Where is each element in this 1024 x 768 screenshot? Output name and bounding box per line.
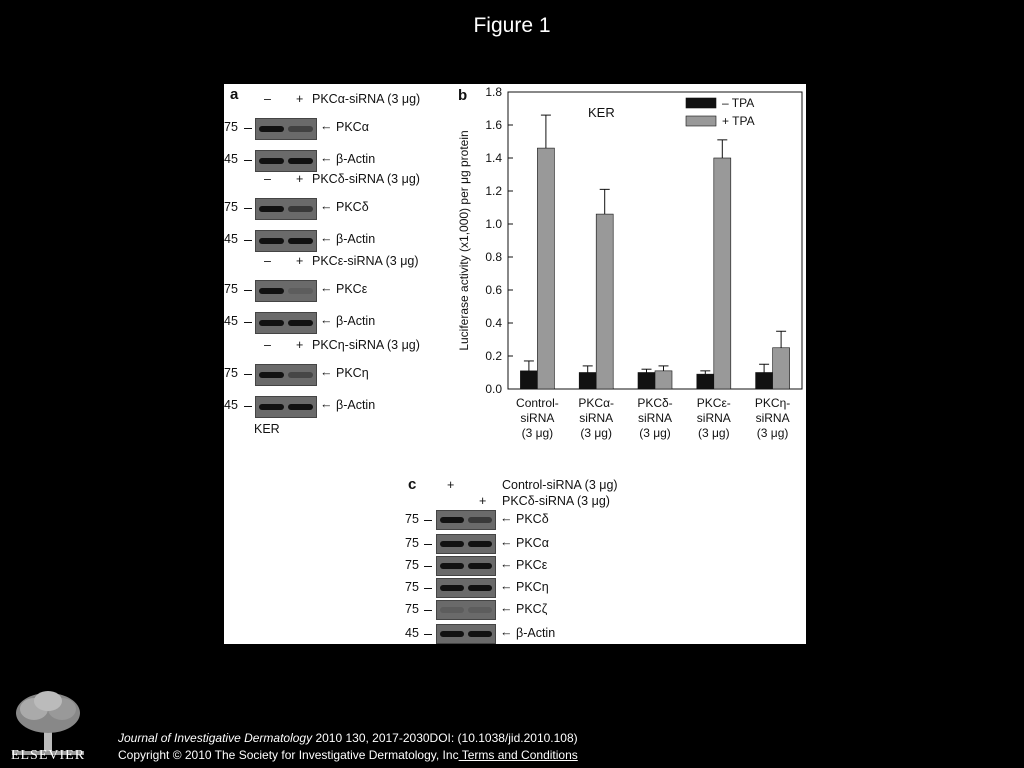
blot-band xyxy=(288,206,313,212)
x-category-label: Control- xyxy=(516,396,559,410)
protein-label: PKCδ xyxy=(336,200,369,214)
y-tick-label: 0.2 xyxy=(485,349,502,363)
marker-tick xyxy=(244,208,252,209)
marker-tick xyxy=(244,160,252,161)
x-category-label: PKCη- xyxy=(754,396,791,410)
protein-label: PKCε xyxy=(336,282,368,296)
arrow-icon: ← xyxy=(320,231,333,245)
minus-sign: – xyxy=(264,338,271,352)
blot-band xyxy=(468,585,492,591)
bar xyxy=(714,158,731,389)
treatment-pkcd: PKCδ-siRNA (3 μg) xyxy=(502,494,610,508)
blot-band xyxy=(440,563,464,569)
blot-band xyxy=(468,517,492,523)
protein-label: PKCζ xyxy=(516,602,548,616)
target-blot xyxy=(255,280,317,302)
legend-swatch xyxy=(686,98,716,108)
marker-tick xyxy=(424,544,432,545)
blot-band xyxy=(440,631,464,637)
blot-band xyxy=(259,126,284,132)
western-blot xyxy=(436,578,496,598)
marker-45-label: 45 xyxy=(224,398,238,412)
sirna-treatment-label: PKCε-siRNA (3 μg) xyxy=(312,254,419,268)
protein-label: PKCδ xyxy=(516,512,549,526)
blot-band xyxy=(288,158,313,164)
copyright-text: Copyright © 2010 The Society for Investigative Dermatology, Inc xyxy=(118,748,459,762)
x-category-label: siRNA xyxy=(637,411,673,425)
loading-control-label: β-Actin xyxy=(336,152,376,166)
x-category-label: (3 μg) xyxy=(756,426,789,440)
blot-band xyxy=(259,158,284,164)
bar xyxy=(579,373,596,390)
blot-band xyxy=(259,238,284,244)
blot-band xyxy=(468,563,492,569)
y-axis-label: Luciferase activity (x1,000) per μg protein xyxy=(457,130,471,351)
marker-tick xyxy=(244,240,252,241)
citation-details: 2010 130, 2017-2030DOI: (10.1038/jid.2010.108) xyxy=(312,731,578,745)
western-blot xyxy=(436,534,496,554)
cell-line-label: KER xyxy=(254,422,280,436)
bar xyxy=(596,214,613,389)
target-blot xyxy=(255,118,317,140)
journal-name: Journal of Investigative Dermatology xyxy=(118,731,313,745)
y-tick-label: 0.0 xyxy=(485,382,502,396)
panel-c-letter: c xyxy=(408,476,417,493)
marker-label: 45 xyxy=(405,626,419,640)
blot-band xyxy=(288,238,313,244)
minus-sign: – xyxy=(264,254,271,268)
x-category-label: (3 μg) xyxy=(580,426,612,440)
plus-sign: + xyxy=(296,172,304,186)
plus-sign: + xyxy=(296,338,304,352)
y-tick-label: 1.2 xyxy=(485,184,502,198)
plus-sign: + xyxy=(296,254,304,268)
y-tick-label: 1.4 xyxy=(485,151,502,165)
bar xyxy=(756,373,773,390)
marker-tick xyxy=(424,520,432,521)
sirna-treatment-label: PKCδ-siRNA (3 μg) xyxy=(312,172,420,186)
x-category-label: siRNA xyxy=(520,411,555,425)
marker-tick xyxy=(424,610,432,611)
protein-label: PKCε xyxy=(516,558,548,572)
chart-annotation: KER xyxy=(588,105,615,120)
marker-tick xyxy=(424,634,432,635)
citation-footer xyxy=(118,730,578,764)
x-category-label: PKCα- xyxy=(578,396,615,410)
treatment-control: Control-siRNA (3 μg) xyxy=(502,478,618,492)
arrow-icon: ← xyxy=(320,313,333,327)
blot-band xyxy=(468,607,492,613)
y-tick-label: 1.8 xyxy=(485,85,502,99)
marker-tick xyxy=(244,374,252,375)
protein-label: PKCη xyxy=(336,366,369,380)
arrow-icon: ← xyxy=(500,511,513,525)
western-blot xyxy=(436,624,496,644)
bar xyxy=(520,371,537,389)
marker-label: 75 xyxy=(405,602,419,616)
marker-label: 75 xyxy=(405,580,419,594)
western-blot xyxy=(436,556,496,576)
marker-tick xyxy=(244,406,252,407)
marker-tick xyxy=(244,322,252,323)
western-blot xyxy=(436,510,496,530)
bar xyxy=(537,148,554,389)
x-category-label: siRNA xyxy=(755,411,790,425)
terms-link[interactable]: Terms and Conditions xyxy=(458,748,578,762)
x-category-label: (3 μg) xyxy=(521,426,554,440)
panel-a-letter: a xyxy=(230,86,239,103)
marker-tick xyxy=(244,128,252,129)
western-blot xyxy=(436,600,496,620)
loading-control-label: β-Actin xyxy=(336,232,376,246)
y-tick-label: 0.4 xyxy=(485,316,502,330)
blot-band xyxy=(259,404,284,410)
blot-band xyxy=(440,585,464,591)
bar xyxy=(773,348,790,389)
y-tick-label: 1.0 xyxy=(485,217,502,231)
lane1-sign: + xyxy=(447,478,455,492)
marker-label: 75 xyxy=(405,558,419,572)
plus-sign: + xyxy=(296,92,304,106)
blot-band xyxy=(440,517,464,523)
arrow-icon: ← xyxy=(320,397,333,411)
panel-b-letter: b xyxy=(458,87,468,104)
slide-title: Figure 1 xyxy=(473,14,551,37)
arrow-icon: ← xyxy=(500,625,513,639)
arrow-icon: ← xyxy=(320,119,333,133)
loading-control-label: β-Actin xyxy=(336,314,376,328)
marker-label: 75 xyxy=(405,512,419,526)
blot-band xyxy=(288,288,313,294)
marker-75-label: 75 xyxy=(224,120,238,134)
blot-band xyxy=(259,288,284,294)
arrow-icon: ← xyxy=(500,557,513,571)
marker-75-label: 75 xyxy=(224,282,238,296)
protein-label: PKCη xyxy=(516,580,549,594)
arrow-icon: ← xyxy=(320,151,333,165)
actin-blot xyxy=(255,312,317,334)
x-category-label: siRNA xyxy=(579,411,614,425)
lane2-sign: + xyxy=(479,494,487,508)
bar xyxy=(697,374,714,389)
blot-band xyxy=(440,541,464,547)
marker-75-label: 75 xyxy=(224,200,238,214)
sirna-treatment-label: PKCα-siRNA (3 μg) xyxy=(312,92,421,106)
arrow-icon: ← xyxy=(500,535,513,549)
target-blot xyxy=(255,198,317,220)
loading-control-label: β-Actin xyxy=(336,398,376,412)
blot-band xyxy=(468,541,492,547)
marker-tick xyxy=(424,566,432,567)
blot-band xyxy=(440,607,464,613)
blot-band xyxy=(259,320,284,326)
x-category-label: siRNA xyxy=(696,411,731,425)
protein-label: PKCα xyxy=(336,120,369,134)
blot-band xyxy=(288,126,313,132)
blot-band xyxy=(288,404,313,410)
bar-chart xyxy=(452,84,806,456)
minus-sign: – xyxy=(264,92,271,106)
marker-45-label: 45 xyxy=(224,232,238,246)
arrow-icon: ← xyxy=(500,579,513,593)
marker-75-label: 75 xyxy=(224,366,238,380)
arrow-icon: ← xyxy=(320,365,333,379)
blot-band xyxy=(259,206,284,212)
marker-tick xyxy=(424,588,432,589)
actin-blot xyxy=(255,396,317,418)
arrow-icon: ← xyxy=(320,199,333,213)
bar xyxy=(655,371,672,389)
minus-sign: – xyxy=(264,172,271,186)
actin-blot xyxy=(255,230,317,252)
x-category-label: (3 μg) xyxy=(639,426,671,440)
target-blot xyxy=(255,364,317,386)
sirna-treatment-label: PKCη-siRNA (3 μg) xyxy=(312,338,420,352)
y-tick-label: 1.6 xyxy=(485,118,502,132)
protein-label: PKCα xyxy=(516,536,549,550)
x-category-label: (3 μg) xyxy=(698,426,730,440)
marker-45-label: 45 xyxy=(224,314,238,328)
bar xyxy=(638,373,655,390)
legend-label: – TPA xyxy=(722,96,755,110)
legend-label: + TPA xyxy=(722,114,755,128)
marker-tick xyxy=(244,290,252,291)
y-tick-label: 0.6 xyxy=(485,283,502,297)
elsevier-logo-text: ELSEVIER xyxy=(10,748,86,763)
protein-label: β-Actin xyxy=(516,626,556,640)
x-category-label: PKCδ- xyxy=(637,396,673,410)
marker-45-label: 45 xyxy=(224,152,238,166)
marker-label: 75 xyxy=(405,536,419,550)
blot-band xyxy=(288,320,313,326)
blot-band xyxy=(288,372,313,378)
figure-panel xyxy=(224,84,806,644)
blot-band xyxy=(259,372,284,378)
blot-band xyxy=(468,631,492,637)
arrow-icon: ← xyxy=(320,281,333,295)
legend-swatch xyxy=(686,116,716,126)
x-category-label: PKCε- xyxy=(696,396,731,410)
actin-blot xyxy=(255,150,317,172)
arrow-icon: ← xyxy=(500,601,513,615)
y-tick-label: 0.8 xyxy=(485,250,502,264)
